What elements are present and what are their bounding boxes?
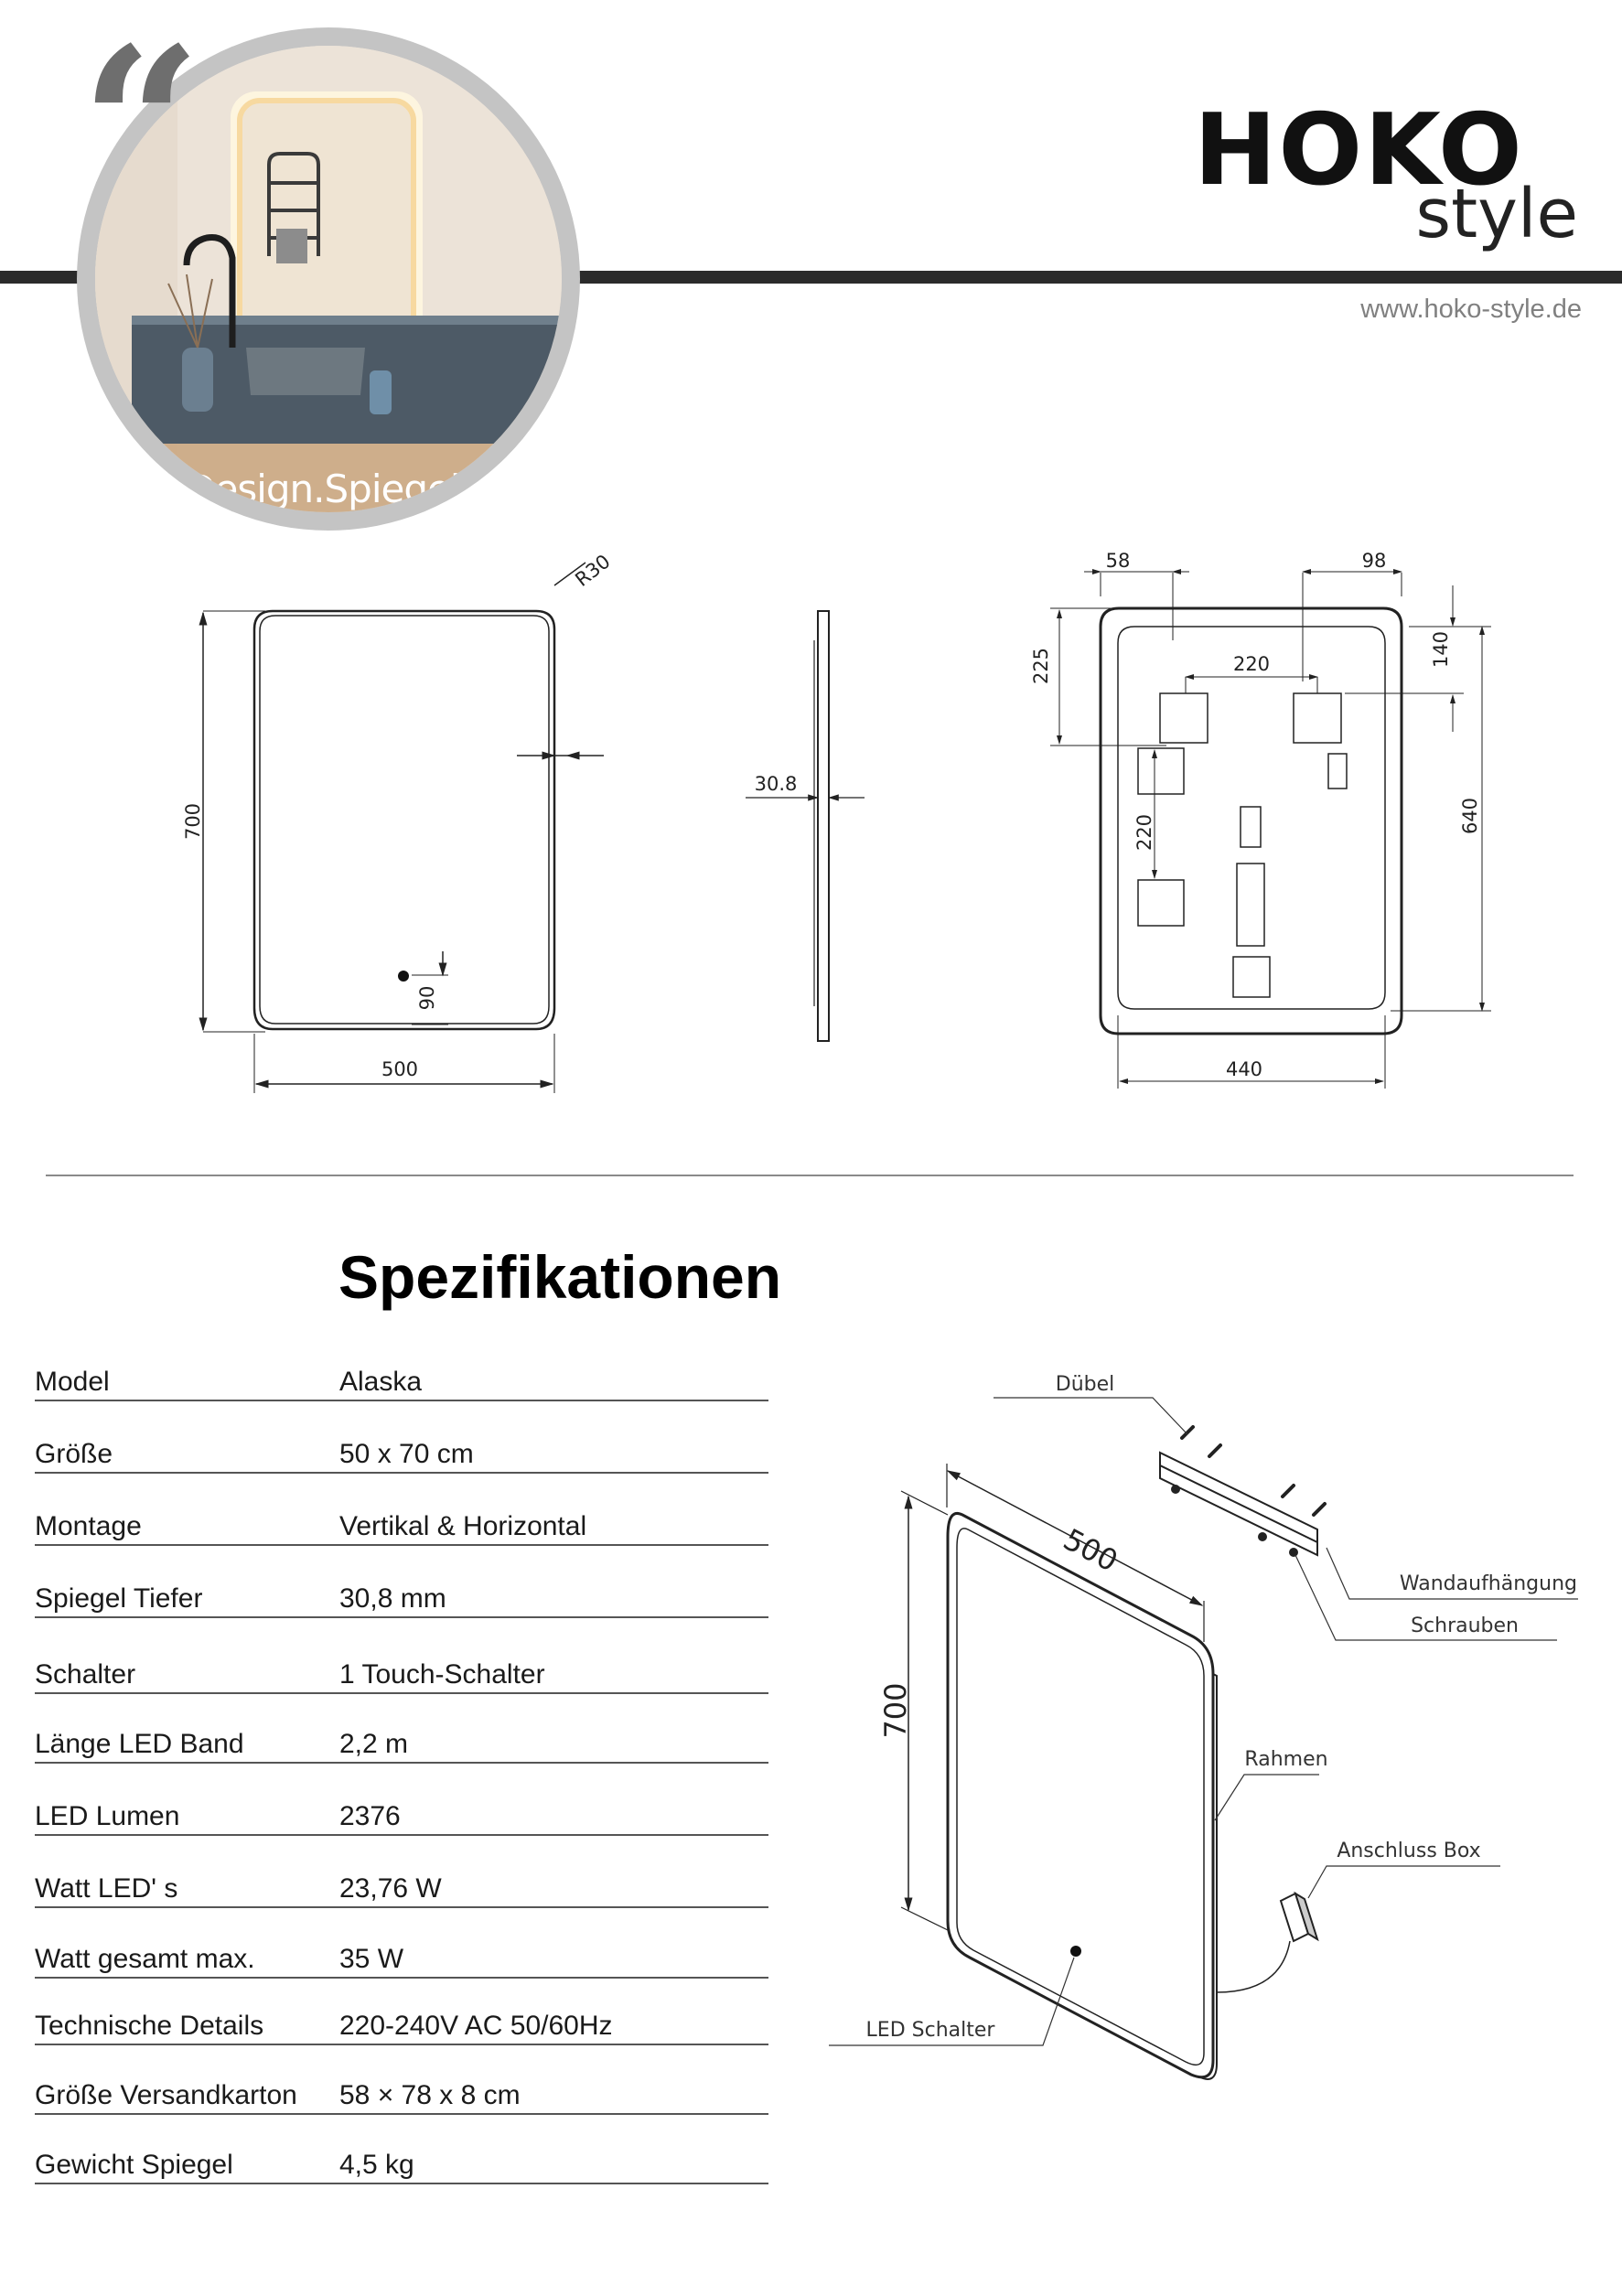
spec-value: 2376	[339, 1801, 401, 1831]
spec-label: Watt gesamt max.	[35, 1944, 255, 1974]
side-view	[746, 611, 865, 1041]
spec-label: Watt LED' s	[35, 1873, 178, 1904]
spec-value: 220-240V AC 50/60Hz	[339, 2011, 613, 2041]
callout-duebel: Dübel	[1055, 1373, 1115, 1396]
front-height-label: 700	[182, 802, 204, 841]
switch-offset-label: 90	[416, 985, 438, 1011]
logo-subtitle: style	[1415, 175, 1578, 253]
brand-logo	[1194, 93, 1578, 265]
back-view	[1050, 572, 1491, 1089]
spec-label: Spiegel Tiefer	[35, 1583, 203, 1614]
front-width-label: 500	[381, 1058, 419, 1080]
callout-rahmen: Rahmen	[1244, 1748, 1328, 1771]
back-width-label: 440	[1225, 1058, 1263, 1080]
spec-label: Montage	[35, 1511, 142, 1541]
section-divider	[46, 1175, 1574, 1176]
iso-mirror	[901, 1464, 1217, 2079]
spec-label: Technische Details	[35, 2011, 264, 2041]
spec-value: 1 Touch-Schalter	[339, 1659, 545, 1690]
spec-value: 23,76 W	[339, 1873, 442, 1904]
spec-label: Gewicht Spiegel	[35, 2150, 233, 2180]
side-depth-label: 30.8	[754, 773, 798, 795]
junction-box	[1281, 1894, 1317, 1941]
back-upper-left-label: 225	[1030, 647, 1052, 685]
website-url: www.hoko-style.de	[1360, 295, 1582, 324]
callout-schrauben: Schrauben	[1411, 1615, 1519, 1637]
logo-wordmark: HOKO	[1194, 93, 1524, 208]
back-height-label: 640	[1459, 797, 1481, 835]
spec-label: Länge LED Band	[35, 1729, 244, 1759]
spec-label: Größe	[35, 1439, 113, 1469]
spec-value: 35 W	[339, 1944, 404, 1974]
vertical-spacing-label: 220	[1133, 813, 1155, 852]
spec-value: Vertikal & Horizontal	[339, 1511, 587, 1541]
front-view	[203, 563, 604, 1093]
spec-heading: Spezifikationen	[338, 1243, 782, 1311]
spec-value: 30,8 mm	[339, 1583, 446, 1614]
iso-width-label: 500	[1058, 1521, 1124, 1579]
spec-label: Model	[35, 1367, 110, 1397]
iso-led-switch-dot	[1070, 1946, 1081, 1957]
callout-anschluss-box: Anschluss Box	[1337, 1840, 1481, 1862]
iso-height-label: 700	[878, 1682, 913, 1739]
spec-value: 4,5 kg	[339, 2150, 414, 2180]
spec-value: Alaska	[339, 1367, 423, 1397]
isometric-drawing	[0, 1326, 1622, 2104]
back-upper-right-label: 140	[1430, 630, 1452, 669]
callout-wandaufhaengung: Wandaufhängung	[1399, 1572, 1577, 1595]
back-left-offset-label: 58	[1105, 550, 1131, 572]
spec-label: Größe Versandkarton	[35, 2080, 297, 2110]
radius-label: R30	[571, 550, 615, 591]
mount-spacing-label: 220	[1232, 653, 1271, 675]
spec-row	[35, 2135, 768, 2184]
spec-value: 58 × 78 x 8 cm	[339, 2080, 521, 2110]
hero-caption: Design.Spiegel.	[186, 467, 471, 511]
technical-drawings	[0, 531, 1622, 1116]
spec-value: 50 x 70 cm	[339, 1439, 474, 1469]
spec-value: 2,2 m	[339, 1729, 409, 1759]
callout-led-schalter: LED Schalter	[865, 2019, 995, 2042]
spec-label: LED Lumen	[35, 1801, 180, 1831]
back-right-offset-label: 98	[1361, 550, 1387, 572]
spec-label: Schalter	[35, 1659, 136, 1690]
wall-bracket	[1160, 1427, 1325, 1556]
led-switch-dot	[398, 971, 409, 982]
quote-icon: “	[81, 2, 202, 249]
